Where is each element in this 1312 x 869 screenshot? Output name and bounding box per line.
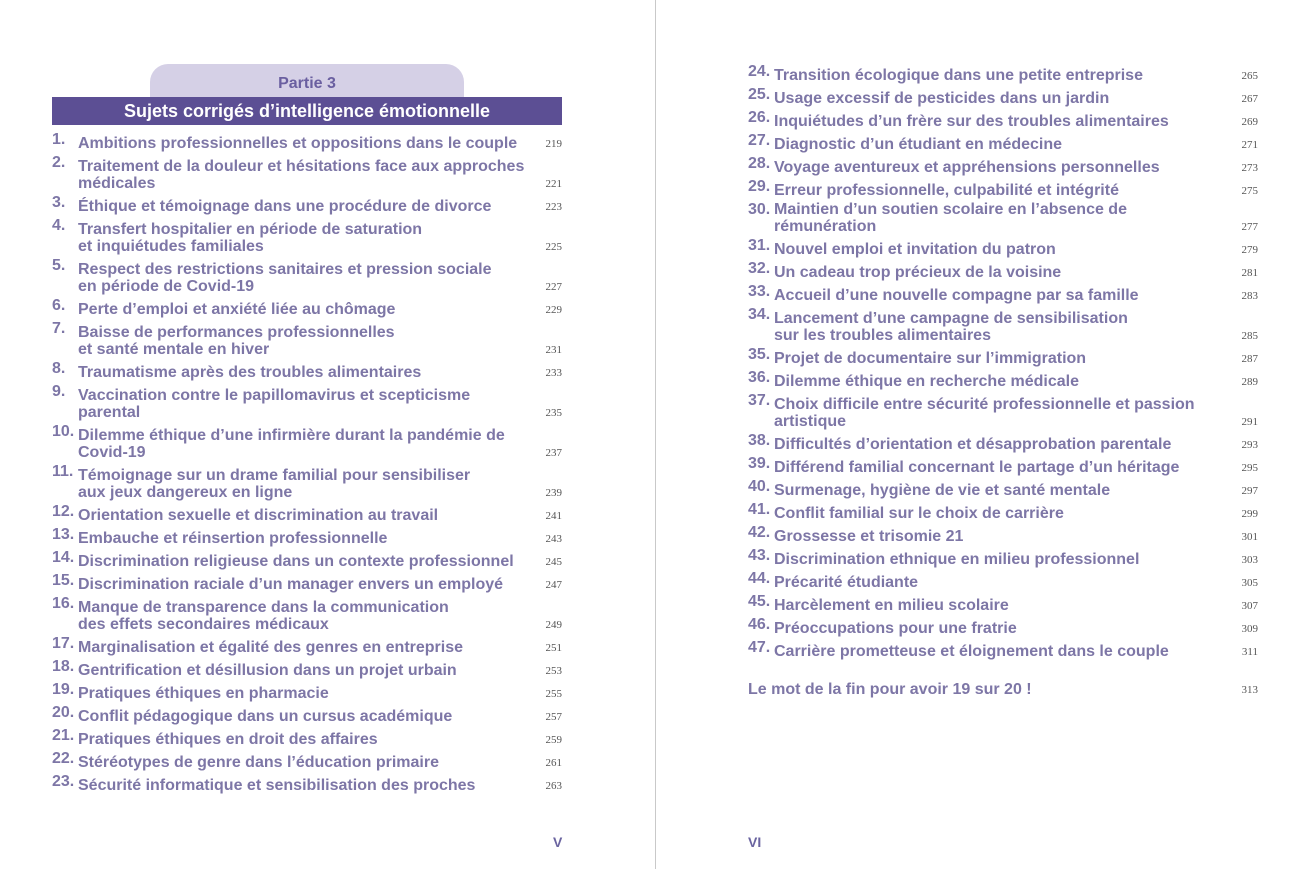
toc-entry[interactable]	[52, 461, 562, 501]
toc-entry-page: 245	[545, 556, 562, 568]
folio-right: VI	[748, 834, 762, 850]
toc-entry-title: Surmenage, hygiène de vie et santé mentale	[774, 482, 1111, 499]
toc-entry-title: Discrimination ethnique en milieu professionnel	[774, 551, 1140, 568]
toc-entry-title: Pratiques éthiques en droit des affaires	[78, 731, 378, 748]
toc-entry-number: 28.	[748, 155, 771, 172]
toc-entry-title: Gentrification et désillusion dans un projet urbain	[78, 662, 457, 679]
toc-entry-page: 225	[545, 241, 562, 253]
toc-entry-title: Différend familial concernant le partage d’un héritage	[774, 459, 1180, 476]
toc-entry-number: 36.	[748, 369, 771, 386]
toc-entry-page: 265	[1241, 70, 1258, 82]
toc-entry[interactable]	[52, 295, 562, 318]
toc-entry[interactable]	[52, 748, 562, 771]
toc-entry[interactable]	[748, 499, 1258, 522]
toc-entry[interactable]	[748, 153, 1258, 176]
toc-entry-title: Diagnostic d’un étudiant en médecine	[774, 136, 1063, 153]
toc-entry[interactable]	[52, 215, 562, 255]
toc-entry[interactable]	[748, 281, 1258, 304]
toc-entry-number: 9.	[52, 383, 66, 400]
toc-entry-title: Précarité étudiante	[774, 574, 919, 591]
toc-entry-title: Stéréotypes de genre dans l’éducation primaire	[78, 754, 439, 771]
toc-entry-title: Lancement d’une campagne de sensibilisation sur les troubles alimentaires	[774, 310, 1128, 344]
toc-closing-entry[interactable]	[748, 681, 1258, 698]
toc-entry-page: 301	[1241, 531, 1258, 543]
toc-entry[interactable]	[52, 524, 562, 547]
toc-entry-number: 5.	[52, 257, 66, 274]
toc-entry-title: Préoccupations pour une fratrie	[774, 620, 1017, 637]
toc-entry-page: 233	[545, 367, 562, 379]
toc-entry-title: Carrière prometteuse et éloignement dans le couple	[774, 643, 1169, 660]
toc-entry-title: Un cadeau trop précieux de la voisine	[774, 264, 1062, 281]
toc-entry-page: 311	[1241, 646, 1258, 658]
toc-entry[interactable]	[52, 771, 562, 794]
toc-entry[interactable]	[52, 255, 562, 295]
toc-entry-number: 19.	[52, 681, 75, 698]
toc-entry-page: 237	[545, 447, 562, 459]
toc-entry[interactable]	[748, 430, 1258, 453]
toc-entry-number: 21.	[52, 727, 75, 744]
toc-entry-title: Transition écologique dans une petite entreprise	[774, 67, 1143, 84]
toc-entry-number: 38.	[748, 432, 771, 449]
toc-entry-number: 44.	[748, 570, 771, 587]
toc-entry-number: 25.	[748, 86, 771, 103]
toc-entry-number: 42.	[748, 524, 771, 541]
toc-entry-title: Choix difficile entre sécurité professionnelle et passion artistique	[774, 396, 1195, 430]
toc-entry-title: Orientation sexuelle et discrimination au travail	[78, 507, 439, 524]
toc-entry[interactable]	[52, 593, 562, 633]
toc-entry[interactable]	[748, 258, 1258, 281]
toc-entry-number: 14.	[52, 549, 75, 566]
toc-entry-page: 287	[1241, 353, 1258, 365]
toc-entry-number: 24.	[748, 63, 771, 80]
toc-entry-number: 47.	[748, 639, 771, 656]
toc-entry[interactable]	[748, 545, 1258, 568]
toc-entry-title: Dilemme éthique en recherche médicale	[774, 373, 1080, 390]
toc-entry[interactable]	[748, 130, 1258, 153]
toc-entry-page: 281	[1241, 267, 1258, 279]
toc-entry-number: 23.	[52, 773, 75, 790]
part-tab: Partie 3	[150, 64, 464, 100]
toc-entry[interactable]	[748, 453, 1258, 476]
toc-entry-page: 305	[1241, 577, 1258, 589]
toc-closing-title: Le mot de la fin pour avoir 19 sur 20 !	[748, 681, 1032, 698]
toc-entry-page: 261	[545, 757, 562, 769]
toc-entry-number: 40.	[748, 478, 771, 495]
toc-list-right	[748, 61, 1258, 660]
toc-entry-number: 16.	[52, 595, 75, 612]
toc-entry-page: 293	[1241, 439, 1258, 451]
toc-entry-page: 299	[1241, 508, 1258, 520]
toc-entry-page: 309	[1241, 623, 1258, 635]
toc-entry-page: 219	[545, 138, 562, 150]
toc-entry-title: Baisse de performances professionnelles et santé mentale en hiver	[78, 324, 395, 358]
toc-entry-number: 29.	[748, 178, 771, 195]
toc-entry-page: 227	[545, 281, 562, 293]
toc-entry[interactable]	[748, 344, 1258, 367]
page-spine-divider	[655, 0, 656, 869]
toc-entry-page: 289	[1241, 376, 1258, 388]
toc-entry[interactable]	[52, 421, 562, 461]
toc-entry-page: 239	[545, 487, 562, 499]
toc-entry-number: 10.	[52, 423, 75, 440]
toc-entry-page: 285	[1241, 330, 1258, 342]
toc-entry[interactable]	[748, 235, 1258, 258]
toc-entry-title: Projet de documentaire sur l’immigration	[774, 350, 1087, 367]
toc-entry-number: 1.	[52, 131, 66, 148]
toc-entry-number: 4.	[52, 217, 66, 234]
toc-entry-page: 223	[545, 201, 562, 213]
toc-entry-title: Pratiques éthiques en pharmacie	[78, 685, 329, 702]
toc-entry-title: Conflit pédagogique dans un cursus académique	[78, 708, 453, 725]
toc-entry-number: 20.	[52, 704, 75, 721]
toc-entry-title: Difficultés d’orientation et désapprobation parentale	[774, 436, 1172, 453]
toc-entry[interactable]	[748, 176, 1258, 199]
toc-entry-title: Discrimination religieuse dans un contexte professionnel	[78, 553, 514, 570]
toc-entry-page: 307	[1241, 600, 1258, 612]
toc-entry-title: Maintien d’un soutien scolaire en l’absence de rémunération	[774, 201, 1127, 235]
toc-entry-number: 46.	[748, 616, 771, 633]
toc-entry-title: Inquiétudes d’un frère sur des troubles alimentaires	[774, 113, 1169, 130]
toc-entry[interactable]	[52, 129, 562, 152]
toc-entry-page: 271	[1241, 139, 1258, 151]
toc-entry-page: 221	[545, 178, 562, 190]
toc-entry[interactable]	[748, 614, 1258, 637]
toc-entry[interactable]	[748, 591, 1258, 614]
toc-entry-page: 229	[545, 304, 562, 316]
toc-entry[interactable]	[52, 679, 562, 702]
toc-entry[interactable]	[52, 702, 562, 725]
toc-entry[interactable]	[748, 199, 1258, 235]
toc-entry-number: 34.	[748, 306, 771, 323]
toc-entry-title: Accueil d’une nouvelle compagne par sa famille	[774, 287, 1139, 304]
toc-entry-title: Harcèlement en milieu scolaire	[774, 597, 1009, 614]
toc-entry[interactable]	[52, 152, 562, 192]
toc-entry-number: 3.	[52, 194, 66, 211]
toc-entry-page: 295	[1241, 462, 1258, 474]
toc-entry-page: 283	[1241, 290, 1258, 302]
toc-entry-number: 32.	[748, 260, 771, 277]
toc-entry-page: 303	[1241, 554, 1258, 566]
toc-entry-number: 27.	[748, 132, 771, 149]
toc-entry-title: Respect des restrictions sanitaires et pression sociale en période de Covid-19	[78, 261, 492, 295]
toc-entry-page: 251	[545, 642, 562, 654]
toc-entry-page: 263	[545, 780, 562, 792]
toc-entry-number: 13.	[52, 526, 75, 543]
toc-entry-title: Grossesse et trisomie 21	[774, 528, 964, 545]
toc-entry[interactable]	[52, 570, 562, 593]
toc-entry-number: 37.	[748, 392, 771, 409]
toc-entry[interactable]	[748, 367, 1258, 390]
toc-entry-page: 273	[1241, 162, 1258, 174]
toc-entry-number: 15.	[52, 572, 75, 589]
toc-entry-page: 291	[1241, 416, 1258, 428]
toc-entry-page: 269	[1241, 116, 1258, 128]
toc-entry[interactable]	[748, 390, 1258, 430]
toc-entry-number: 18.	[52, 658, 75, 675]
toc-entry[interactable]	[52, 381, 562, 421]
toc-entry[interactable]	[748, 304, 1258, 344]
toc-entry-number: 41.	[748, 501, 771, 518]
toc-entry-number: 8.	[52, 360, 66, 377]
toc-entry-page: 235	[545, 407, 562, 419]
toc-entry-title: Usage excessif de pesticides dans un jardin	[774, 90, 1110, 107]
toc-entry[interactable]	[52, 358, 562, 381]
folio-left: V	[553, 834, 563, 850]
toc-entry-page: 267	[1241, 93, 1258, 105]
toc-entry-page: 247	[545, 579, 562, 591]
toc-entry-title: Vaccination contre le papillomavirus et scepticisme parental	[78, 387, 471, 421]
toc-entry-number: 30.	[748, 201, 771, 218]
toc-entry-number: 31.	[748, 237, 771, 254]
toc-entry-page: 259	[545, 734, 562, 746]
toc-entry-title: Dilemme éthique d’une infirmière durant la pandémie de Covid-19	[78, 427, 505, 461]
toc-entry[interactable]	[748, 107, 1258, 130]
toc-entry-title: Voyage aventureux et appréhensions personnelles	[774, 159, 1160, 176]
toc-entry-number: 33.	[748, 283, 771, 300]
toc-entry-title: Éthique et témoignage dans une procédure de divorce	[78, 198, 492, 215]
toc-entry-title: Sécurité informatique et sensibilisation des proches	[78, 777, 476, 794]
toc-entry-page: 231	[545, 344, 562, 356]
toc-entry-page: 243	[545, 533, 562, 545]
toc-entry-number: 45.	[748, 593, 771, 610]
toc-entry[interactable]	[748, 522, 1258, 545]
toc-entry-title: Traitement de la douleur et hésitations face aux approches médicales	[78, 158, 525, 192]
toc-entry-page: 277	[1241, 221, 1258, 233]
toc-list-left	[52, 129, 562, 794]
toc-entry[interactable]	[748, 476, 1258, 499]
toc-entry-title: Discrimination raciale d’un manager envers un employé	[78, 576, 504, 593]
toc-entry-number: 39.	[748, 455, 771, 472]
toc-entry[interactable]	[748, 568, 1258, 591]
toc-entry-number: 35.	[748, 346, 771, 363]
toc-entry[interactable]	[52, 547, 562, 570]
toc-entry[interactable]	[52, 656, 562, 679]
toc-entry-page: 241	[545, 510, 562, 522]
toc-entry-number: 26.	[748, 109, 771, 126]
toc-entry-number: 11.	[52, 463, 74, 480]
toc-entry-page: 275	[1241, 185, 1258, 197]
toc-entry[interactable]	[52, 633, 562, 656]
toc-entry-number: 7.	[52, 320, 66, 337]
toc-entry[interactable]	[52, 725, 562, 748]
toc-entry-number: 22.	[52, 750, 75, 767]
toc-entry-number: 17.	[52, 635, 75, 652]
toc-entry-title: Ambitions professionnelles et oppositions dans le couple	[78, 135, 518, 152]
toc-entry-title: Témoignage sur un drame familial pour sensibiliser aux jeux dangereux en ligne	[78, 467, 471, 501]
toc-entry-page: 297	[1241, 485, 1258, 497]
toc-entry[interactable]	[52, 501, 562, 524]
toc-entry-number: 6.	[52, 297, 66, 314]
toc-entry-page: 257	[545, 711, 562, 723]
toc-entry-title: Manque de transparence dans la communication des effets secondaires médicaux	[78, 599, 449, 633]
section-title-banner: Sujets corrigés d’intelligence émotionnelle	[52, 97, 562, 125]
toc-entry-title: Transfert hospitalier en période de saturation et inquiétudes familiales	[78, 221, 423, 255]
toc-entry-number: 12.	[52, 503, 75, 520]
toc-closing-page: 313	[1241, 684, 1258, 696]
toc-entry[interactable]	[52, 192, 562, 215]
toc-entry-number: 43.	[748, 547, 771, 564]
toc-entry-page: 253	[545, 665, 562, 677]
toc-entry-title: Conflit familial sur le choix de carrière	[774, 505, 1064, 522]
toc-entry-title: Traumatisme après des troubles alimentaires	[78, 364, 422, 381]
toc-entry[interactable]	[52, 318, 562, 358]
toc-entry[interactable]	[748, 637, 1258, 660]
toc-entry-title: Embauche et réinsertion professionnelle	[78, 530, 388, 547]
toc-entry-title: Marginalisation et égalité des genres en entreprise	[78, 639, 464, 656]
toc-entry[interactable]	[748, 84, 1258, 107]
toc-entry-page: 249	[545, 619, 562, 631]
toc-entry[interactable]	[748, 61, 1258, 84]
toc-entry-title: Erreur professionnelle, culpabilité et intégrité	[774, 182, 1119, 199]
toc-entry-page: 255	[545, 688, 562, 700]
toc-entry-number: 2.	[52, 154, 66, 171]
toc-entry-title: Perte d’emploi et anxiété liée au chômage	[78, 301, 396, 318]
toc-entry-page: 279	[1241, 244, 1258, 256]
toc-entry-title: Nouvel emploi et invitation du patron	[774, 241, 1056, 258]
